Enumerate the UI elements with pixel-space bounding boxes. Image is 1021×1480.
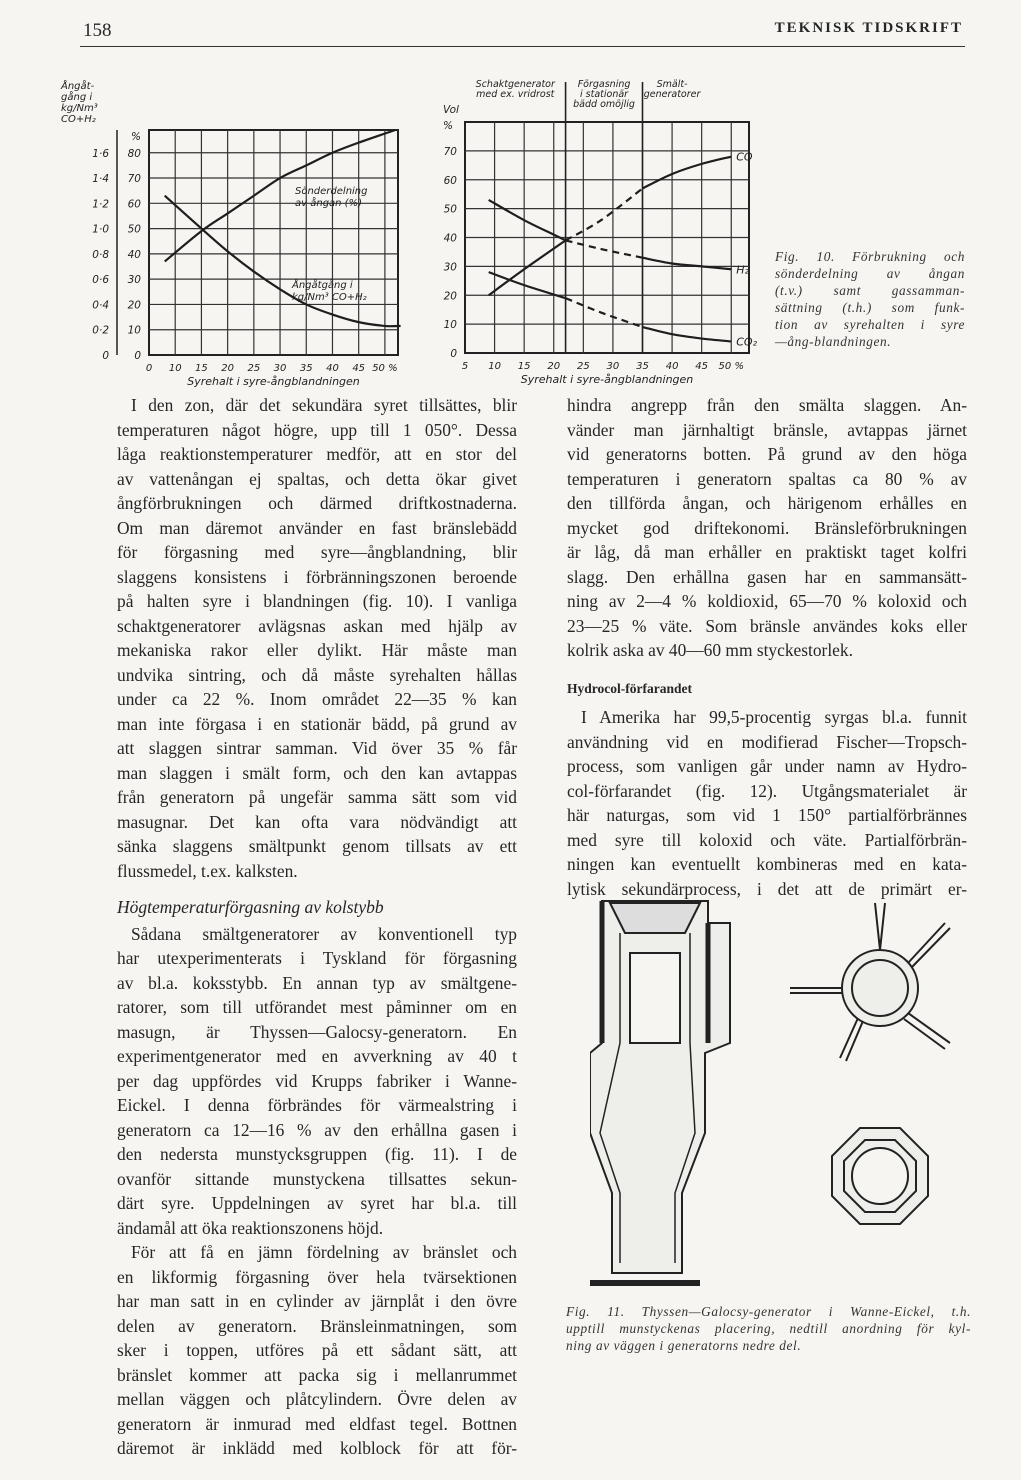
caption-line: Fig. 11. Thyssen—Galocsy-generator i Wanne-Eickel, t.h. <box>566 1304 971 1319</box>
secondary-y-axis-label: kg/Nm³ <box>61 103 98 114</box>
chart-steam-consumption <box>55 75 415 395</box>
text-line: ning av 2—4 % koldioxid, 65—70 % koloxid och <box>567 591 967 611</box>
section-heading: Hydrocol-förfarandet <box>567 680 692 696</box>
y-tick-label: 50 <box>127 223 141 236</box>
region-label: bädd omöjlig <box>573 99 635 110</box>
text-line: för förgasning med syre—ångblandning, blir <box>117 542 517 562</box>
text-line: temperaturen något högre, upp till 1 050°. Dessa <box>117 419 517 440</box>
text-line: slaggens konsistens i förbränningszonen beroende <box>117 566 517 587</box>
y-tick-label: 20 <box>443 290 457 303</box>
text-line: ratorer, som till utförandet mest påminner om en <box>117 997 517 1017</box>
secondary-y-tick-label: 0·6 <box>92 274 109 287</box>
text-line: delen av generatorn. Bränsleinmatningen, som <box>117 1315 517 1336</box>
x-tick-label: 10 <box>488 361 501 372</box>
tuyere-ring-plan <box>790 903 950 1061</box>
x-tick-label: 25 <box>247 363 261 374</box>
text-line: är låg, då man erhåller en praktiskt taget kolfri <box>567 542 967 562</box>
x-tick-label: 10 <box>168 363 182 374</box>
x-tick-label: 40 <box>326 363 339 374</box>
x-tick-label: 40 <box>665 361 679 372</box>
text-line: ändamål att öka reaktionszonens höjd. <box>117 1217 384 1238</box>
secondary-y-tick-label: 0·8 <box>92 248 109 261</box>
text-line: per dag uppfördes vid Krupps fabriker i Wanne- <box>117 1070 517 1091</box>
caption-line: Fig. 10. Förbrukning och <box>775 249 965 264</box>
text-line: bränslet kommer att packa sig i mellanrummet <box>117 1364 517 1385</box>
secondary-y-tick-label: 1·0 <box>92 223 109 236</box>
series-line-1 <box>165 196 401 326</box>
text-line: undvika sintring, och då måste syrehalten hållas <box>117 664 517 685</box>
paragraph <box>567 705 967 901</box>
x-tick-label: 30 <box>273 363 287 374</box>
secondary-y-axis-label: Ångåt- <box>61 81 95 92</box>
text-line: på halten syre i blandningen (fig. 10). I vanliga <box>117 591 517 611</box>
x-tick-label: 20 <box>547 361 561 372</box>
x-tick-label: 30 <box>606 361 620 372</box>
text-line: I den zon, där det sekundära syret tillsättes, blir <box>131 395 517 415</box>
caption-line: upptill munstyckenas placering, nedtill anordning för kyl- <box>566 1321 971 1336</box>
text-line: mycket god driftekonomi. Bränsleförbrukningen <box>567 517 967 538</box>
text-line: har utexperimenterats i Tyskland för förgasning <box>117 948 517 968</box>
series-1-segment-solid <box>643 258 732 270</box>
secondary-y-tick-label: 1·4 <box>92 173 109 186</box>
x-tick-label: 45 <box>352 363 366 374</box>
x-tick-label: 35 <box>299 363 313 374</box>
y-axis-label: Vol <box>443 104 459 116</box>
text-line: användning vid en modifierad Fischer—Tropsch- <box>567 731 967 752</box>
text-line: Eickel. I denna förbrändes för värmealstring i <box>117 1095 517 1115</box>
text-line: temperaturen i generatorn spaltas ca 80 % av <box>567 468 967 489</box>
text-line: ningen kan eventuellt kombineras med en kata- <box>567 854 967 874</box>
secondary-y-tick-label: 0·2 <box>92 324 109 337</box>
text-line: låga reaktionstemperaturer medför, att en stor del <box>117 444 517 464</box>
secondary-y-tick-label: 0 <box>102 350 109 362</box>
region-label: i stationär <box>579 89 629 100</box>
text-line: från generatorn på ungefär samma sätt som vid <box>117 787 517 807</box>
text-line: generatorn är inmurad med eldfast tegel. Bottnen <box>117 1413 517 1434</box>
secondary-y-axis-label: CO+H₂ <box>61 114 96 125</box>
region-label: generatorer <box>643 89 701 100</box>
text-line: ångförbrukningen och därmed driftkostnaderna. <box>117 493 517 513</box>
chart-gas-composition <box>425 75 775 395</box>
section-heading: Högtemperaturförgasning av kolstybb <box>117 897 384 917</box>
text-line: mekaniska rakor eller dylikt. Här måste man <box>117 640 517 660</box>
region-label: Smält- <box>656 79 688 90</box>
caption-line: —ång-blandningen. <box>775 334 892 349</box>
y-tick-label: 30 <box>443 261 457 274</box>
text-line: en likformig förgasning över hela tvärsektionen <box>117 1266 517 1287</box>
text-line: generatorn ca 12—16 % av den erhållna gasen i <box>117 1119 517 1140</box>
text-line: slagg. Den erhållna gasen har en sammansätt- <box>567 566 967 587</box>
series-label: H₂ <box>736 263 749 277</box>
caption-line: ning av väggen i generatorns nedre del. <box>566 1338 802 1353</box>
y-tick-label: 20 <box>127 299 141 312</box>
series-label: Sönderdelning <box>295 186 368 197</box>
series-label: kg/Nm³ CO+H₂ <box>292 292 367 303</box>
series-1-segment-dashed <box>566 240 643 257</box>
page-number: 158 <box>83 20 112 41</box>
text-line: vid generatorns botten. På grund av den höga <box>567 444 967 464</box>
caption-line: (t.v.) samt gassamman- <box>775 283 965 298</box>
text-line: flussmedel, t.ex. kalksten. <box>117 860 298 881</box>
series-label: CO <box>736 150 753 164</box>
y-tick-label: 0 <box>450 348 457 360</box>
text-line: col-förfarandet (fig. 12). Utgångsmaterialet är <box>567 780 967 801</box>
y-tick-label: 10 <box>127 324 141 337</box>
cooling-ring-plan <box>832 1128 928 1224</box>
x-tick-label: 0 <box>145 363 153 374</box>
y-axis-label: % <box>131 131 141 143</box>
text-line: lytisk sekundärprocess, i det att de primärt er- <box>567 878 967 899</box>
text-line: vänder man järnhaltigt bränsle, avtappas järnet <box>567 419 967 440</box>
x-tick-label: 20 <box>221 363 234 374</box>
text-line: den nedersta munstycksgruppen (fig. 11). I de <box>117 1144 517 1164</box>
y-tick-label: 80 <box>127 147 141 160</box>
y-axis-label: % <box>443 120 453 132</box>
region-label: med ex. vridrost <box>476 89 555 100</box>
series-0-segment-dashed <box>566 188 643 240</box>
figure-11-caption <box>566 1303 971 1354</box>
text-line: den tillförda ångan, och härigenom erhålles en <box>567 493 967 513</box>
series-label: Ångåtgång i <box>292 280 353 291</box>
y-tick-label: 40 <box>443 232 457 245</box>
text-line: mellan väggen och plåtcylindern. Övre delen av <box>117 1389 517 1409</box>
caption-line: tion av syrehalten i syre <box>775 317 965 332</box>
region-label: Förgasning <box>577 79 631 90</box>
figure-10-caption <box>775 248 965 350</box>
series-2-segment-solid <box>643 327 732 341</box>
x-tick-label: 45 <box>695 361 709 372</box>
text-line: sänka slaggens smältpunkt genom tillsats av ett <box>117 836 517 856</box>
x-tick-label: 25 <box>576 361 590 372</box>
journal-title: TEKNISK TIDSKRIFT <box>774 20 963 36</box>
y-tick-label: 10 <box>443 319 457 332</box>
text-line: sker i toppen, utföres på ett sådant sätt, att <box>117 1340 517 1360</box>
series-0-segment-solid <box>643 157 732 189</box>
text-line: hindra angrepp från den smälta slaggen. An- <box>567 395 967 415</box>
text-line: masugnar. Det kan ofta vara nödvändigt att <box>117 811 517 832</box>
secondary-y-tick-label: 0·4 <box>92 299 109 312</box>
x-tick-label: 15 <box>517 361 531 372</box>
figure-11-generator-drawing <box>590 893 1000 1298</box>
text-line: kolrik aska av 40—60 mm styckestorlek. <box>567 640 853 660</box>
text-line: med syre till koloxid och väte. Partialförbrän- <box>567 829 967 850</box>
y-tick-label: 50 <box>443 203 457 216</box>
generator-cross-section <box>590 901 730 1283</box>
text-line: att slaggen sintrar samman. Vid över 35 % får <box>117 738 517 758</box>
paragraph <box>117 1240 517 1461</box>
caption-line: sönderdelning av ångan <box>775 266 965 281</box>
caption-line: sättning (t.h.) som funk- <box>775 300 965 315</box>
y-tick-label: 60 <box>127 198 141 211</box>
header-rule <box>80 46 965 47</box>
text-line: Sådana smältgeneratorer av konventionell typ <box>131 923 517 944</box>
y-tick-label: 30 <box>127 274 141 287</box>
text-line: experimentgenerator med en avverkning av 40 t <box>117 1046 517 1066</box>
x-tick-label: 35 <box>636 361 649 372</box>
text-line: man inte förgasa i en stationär bädd, på grund av <box>117 713 517 734</box>
text-line: av vattenångan ej spaltas, och detta ökar givet <box>117 468 517 489</box>
text-line: schaktgeneratorer avlägsnas askan med hjälp av <box>117 615 517 636</box>
text-line: process, som vanligen går under namn av Hydro- <box>567 756 967 776</box>
x-tick-label: 50 % <box>372 363 398 374</box>
region-label: Schaktgenerator <box>475 79 555 90</box>
y-tick-label: 40 <box>127 248 141 261</box>
x-tick-label: 15 <box>195 363 208 374</box>
text-line: I Amerika har 99,5-procentig syrgas bl.a. funnit <box>581 707 967 727</box>
text-line: därt syre. Uppdelningen av syret har bl.a. till <box>117 1193 517 1213</box>
series-2-segment-dashed <box>566 298 643 327</box>
secondary-y-tick-label: 1·6 <box>92 147 109 160</box>
text-line: ovanför sittande munstyckena tillsattes sekun- <box>117 1168 517 1189</box>
text-line: under ca 22 %. Inom området 22—35 % kan <box>117 689 517 709</box>
paragraph <box>117 922 517 1241</box>
text-line: har man satt in en cylinder av järnplåt i den övre <box>117 1291 517 1311</box>
x-axis-label: Syrehalt i syre-ångblandningen <box>187 375 360 388</box>
secondary-y-axis-label: gång i <box>61 92 93 103</box>
text-line: av bl.a. koksstybb. En annan typ av smältgene- <box>117 972 517 993</box>
x-tick-label: 50 % <box>718 361 744 372</box>
x-axis-label: Syrehalt i syre-ångblandningen <box>520 373 694 386</box>
text-column-right <box>567 393 967 901</box>
text-line: 23—25 % väte. Som bränsle användes koks eller <box>567 615 967 636</box>
series-label: CO₂ <box>736 335 757 349</box>
y-tick-label: 60 <box>443 174 457 187</box>
text-line: däremot är inklädd med kolblock för att för- <box>117 1438 517 1458</box>
series-label: av ångan (%) <box>295 198 362 209</box>
secondary-y-tick-label: 1·2 <box>92 198 109 211</box>
text-line: masugn, är Thyssen—Galocsy-generatorn. En <box>117 1021 517 1042</box>
x-tick-label: 5 <box>461 361 469 372</box>
text-line: För att få en jämn fördelning av bränslet och <box>131 1242 517 1262</box>
y-tick-label: 0 <box>134 350 141 362</box>
paragraph <box>117 393 517 883</box>
text-line: här naturgas, som vid 1 150° partialförbrännes <box>567 805 967 825</box>
text-line: Om man däremot använder en fast bränslebädd <box>117 517 517 538</box>
y-tick-label: 70 <box>443 145 457 158</box>
y-tick-label: 70 <box>127 173 141 186</box>
paragraph <box>567 393 967 663</box>
text-column-left <box>117 393 517 1461</box>
text-line: man slaggen i smält form, och den kan avtappas <box>117 762 517 783</box>
